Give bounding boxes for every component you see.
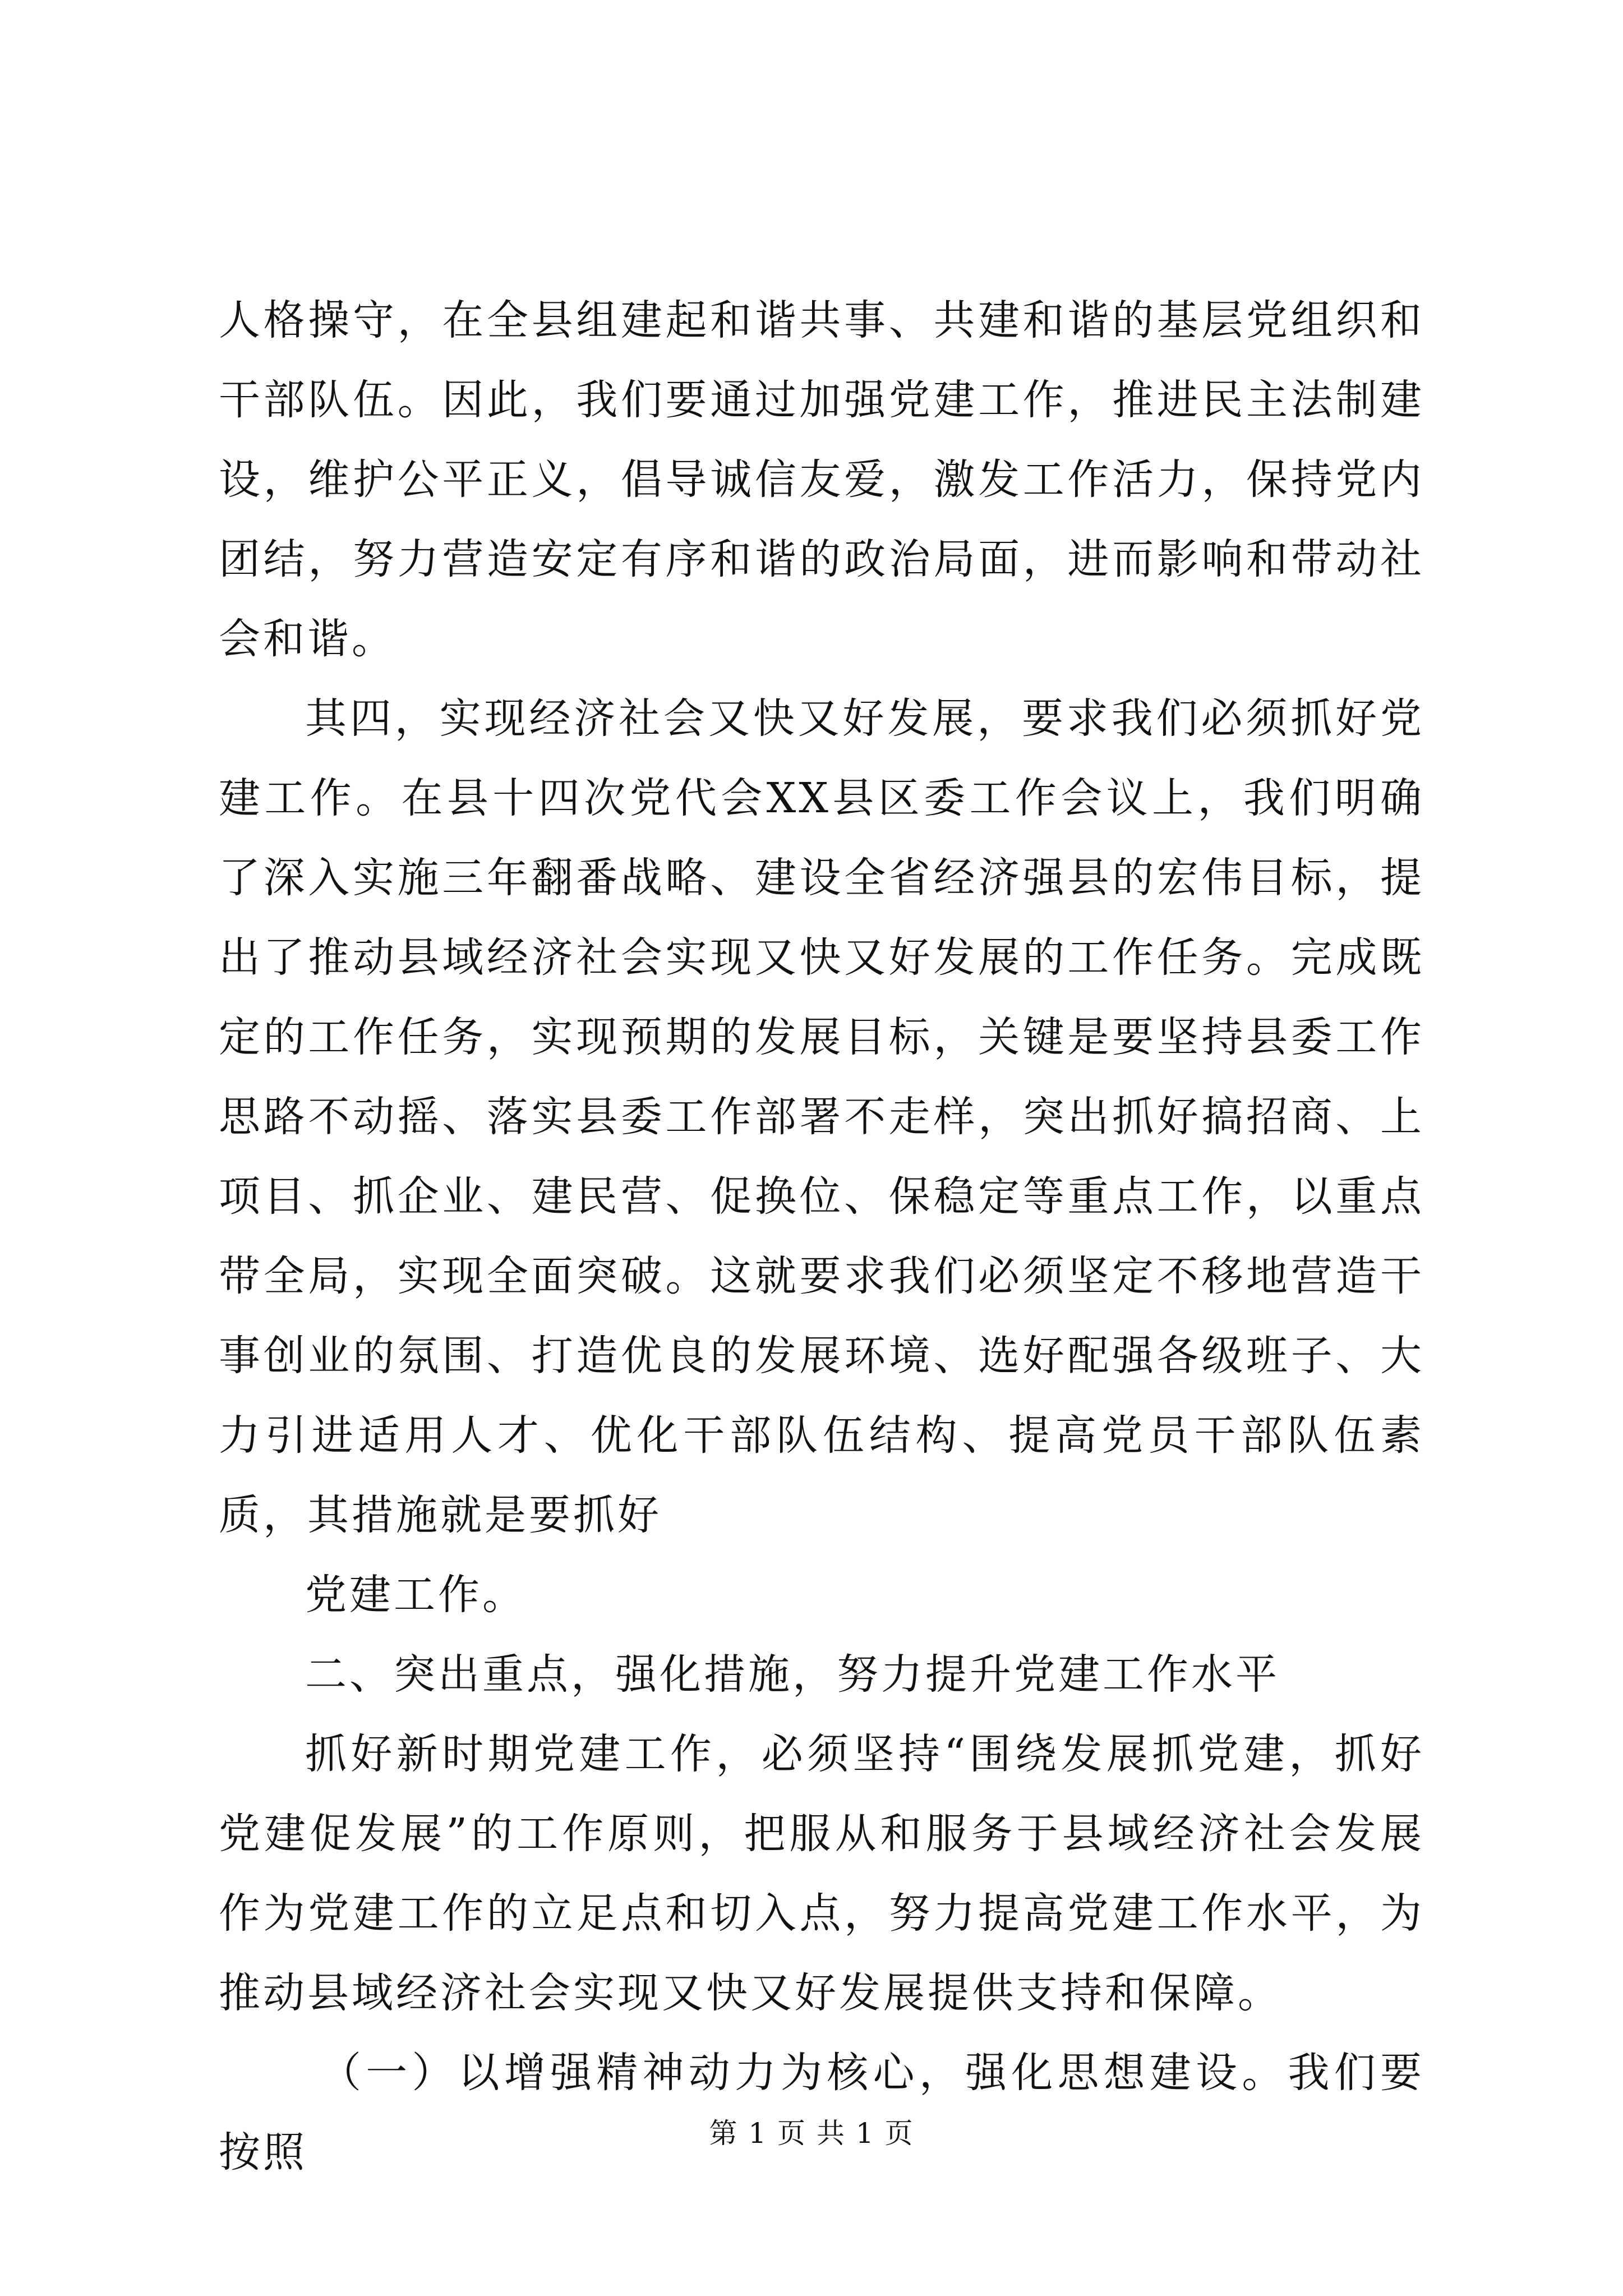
page-footer: 第 1 页 共 1 页 <box>709 2117 914 2150</box>
paragraph-harmony-conclusion: 人格操守，在全县组建起和谐共事、共建和谐的基层党组织和干部队伍。因此，我们要通过加强党建工作，推进民主法制建设，维护公平正义，倡导诚信友爱，激发工作活力，保持党内团结，努力营造安定有序和谐的政治局面，进而影响和带动社会和谐。 <box>219 296 1424 663</box>
section-heading-two: 二、突出重点，强化措施，努力提升党建工作水平 <box>305 1650 1280 1699</box>
paragraph-party-building-tail: 党建工作。 <box>305 1571 527 1619</box>
document-body <box>219 280 1424 2192</box>
paragraph-principle: 抓好新时期党建工作，必须坚持“围绕发展抓党建，抓好党建促发展”的工作原则，把服从和服务于县域经济社会发展作为党建工作的立足点和切入点，努力提高党建工作水平，为推动县域经济社会实现又快又好发展提供支持和保障。 <box>219 1730 1424 2017</box>
paragraph-point-four: 其四，实现经济社会又快又好发展，要求我们必须抓好党建工作。在县十四次党代会XX县区委工作会议上，我们明确了深入实施三年翻番战略、建设全省经济强县的宏伟目标，提出了推动县域经济社会实现又快又好发展的工作任务。完成既定的工作任务，实现预期的发展目标，关键是要坚持县委工作思路不动摇、落实县委工作部署不走样，突出抓好搞招商、上项目、抓企业、建民营、促换位、保稳定等重点工作，以重点带全局，实现全面突破。这就要求我们必须坚定不移地营造干事创业的氛围、打造优良的发展环境、选好配强各级班子、大力引进适用人才、优化干部队伍结构、提高党员干部队伍素质，其措施就是要抓好 <box>219 694 1424 1539</box>
paragraph-subpoint-one: （一）以增强精神动力为核心，强化思想建设。我们要按照 <box>219 2049 1424 2177</box>
